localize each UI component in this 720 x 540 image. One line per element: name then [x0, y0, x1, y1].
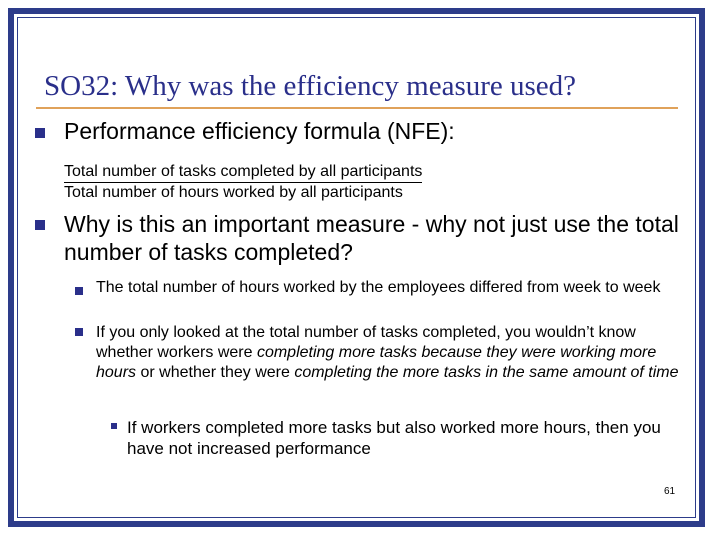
square-bullet-icon [35, 128, 45, 138]
sub2-text-1: If you only looked at the total number of tasks completed, you wouldn’t know whether workers were [96, 324, 636, 361]
bullet-performance-formula: Performance efficiency formula (NFE): [64, 118, 455, 144]
square-bullet-icon [111, 423, 117, 429]
sub2-italic-2: completing the more tasks in the same amount of time [294, 364, 679, 381]
sub-bullet-total-tasks [96, 323, 696, 383]
square-bullet-icon [75, 287, 83, 295]
title-underline-rule [36, 107, 678, 109]
efficiency-formula [64, 162, 422, 203]
sub2-italic-1: completing more tasks because they were working more hours [96, 344, 657, 381]
sub-sub-bullet-not-increased: If workers completed more tasks but also worked more hours, then you have not increased performance [127, 418, 661, 458]
square-bullet-icon [75, 328, 83, 336]
square-bullet-icon [35, 220, 45, 230]
slide-title: SO32: Why was the efficiency measure used? [44, 70, 577, 102]
formula-denominator: Total number of hours worked by all participants [64, 184, 403, 201]
bullet-why-important: Why is this an important measure - why not just use the total number of tasks completed? [64, 211, 679, 265]
sub-bullet-hours-differed: The total number of hours worked by the employees differed from week to week [96, 279, 661, 296]
page-number: 61 [664, 486, 676, 497]
sub2-text-2: or whether they were [136, 364, 295, 381]
formula-numerator: Total number of tasks completed by all participants [64, 162, 422, 183]
